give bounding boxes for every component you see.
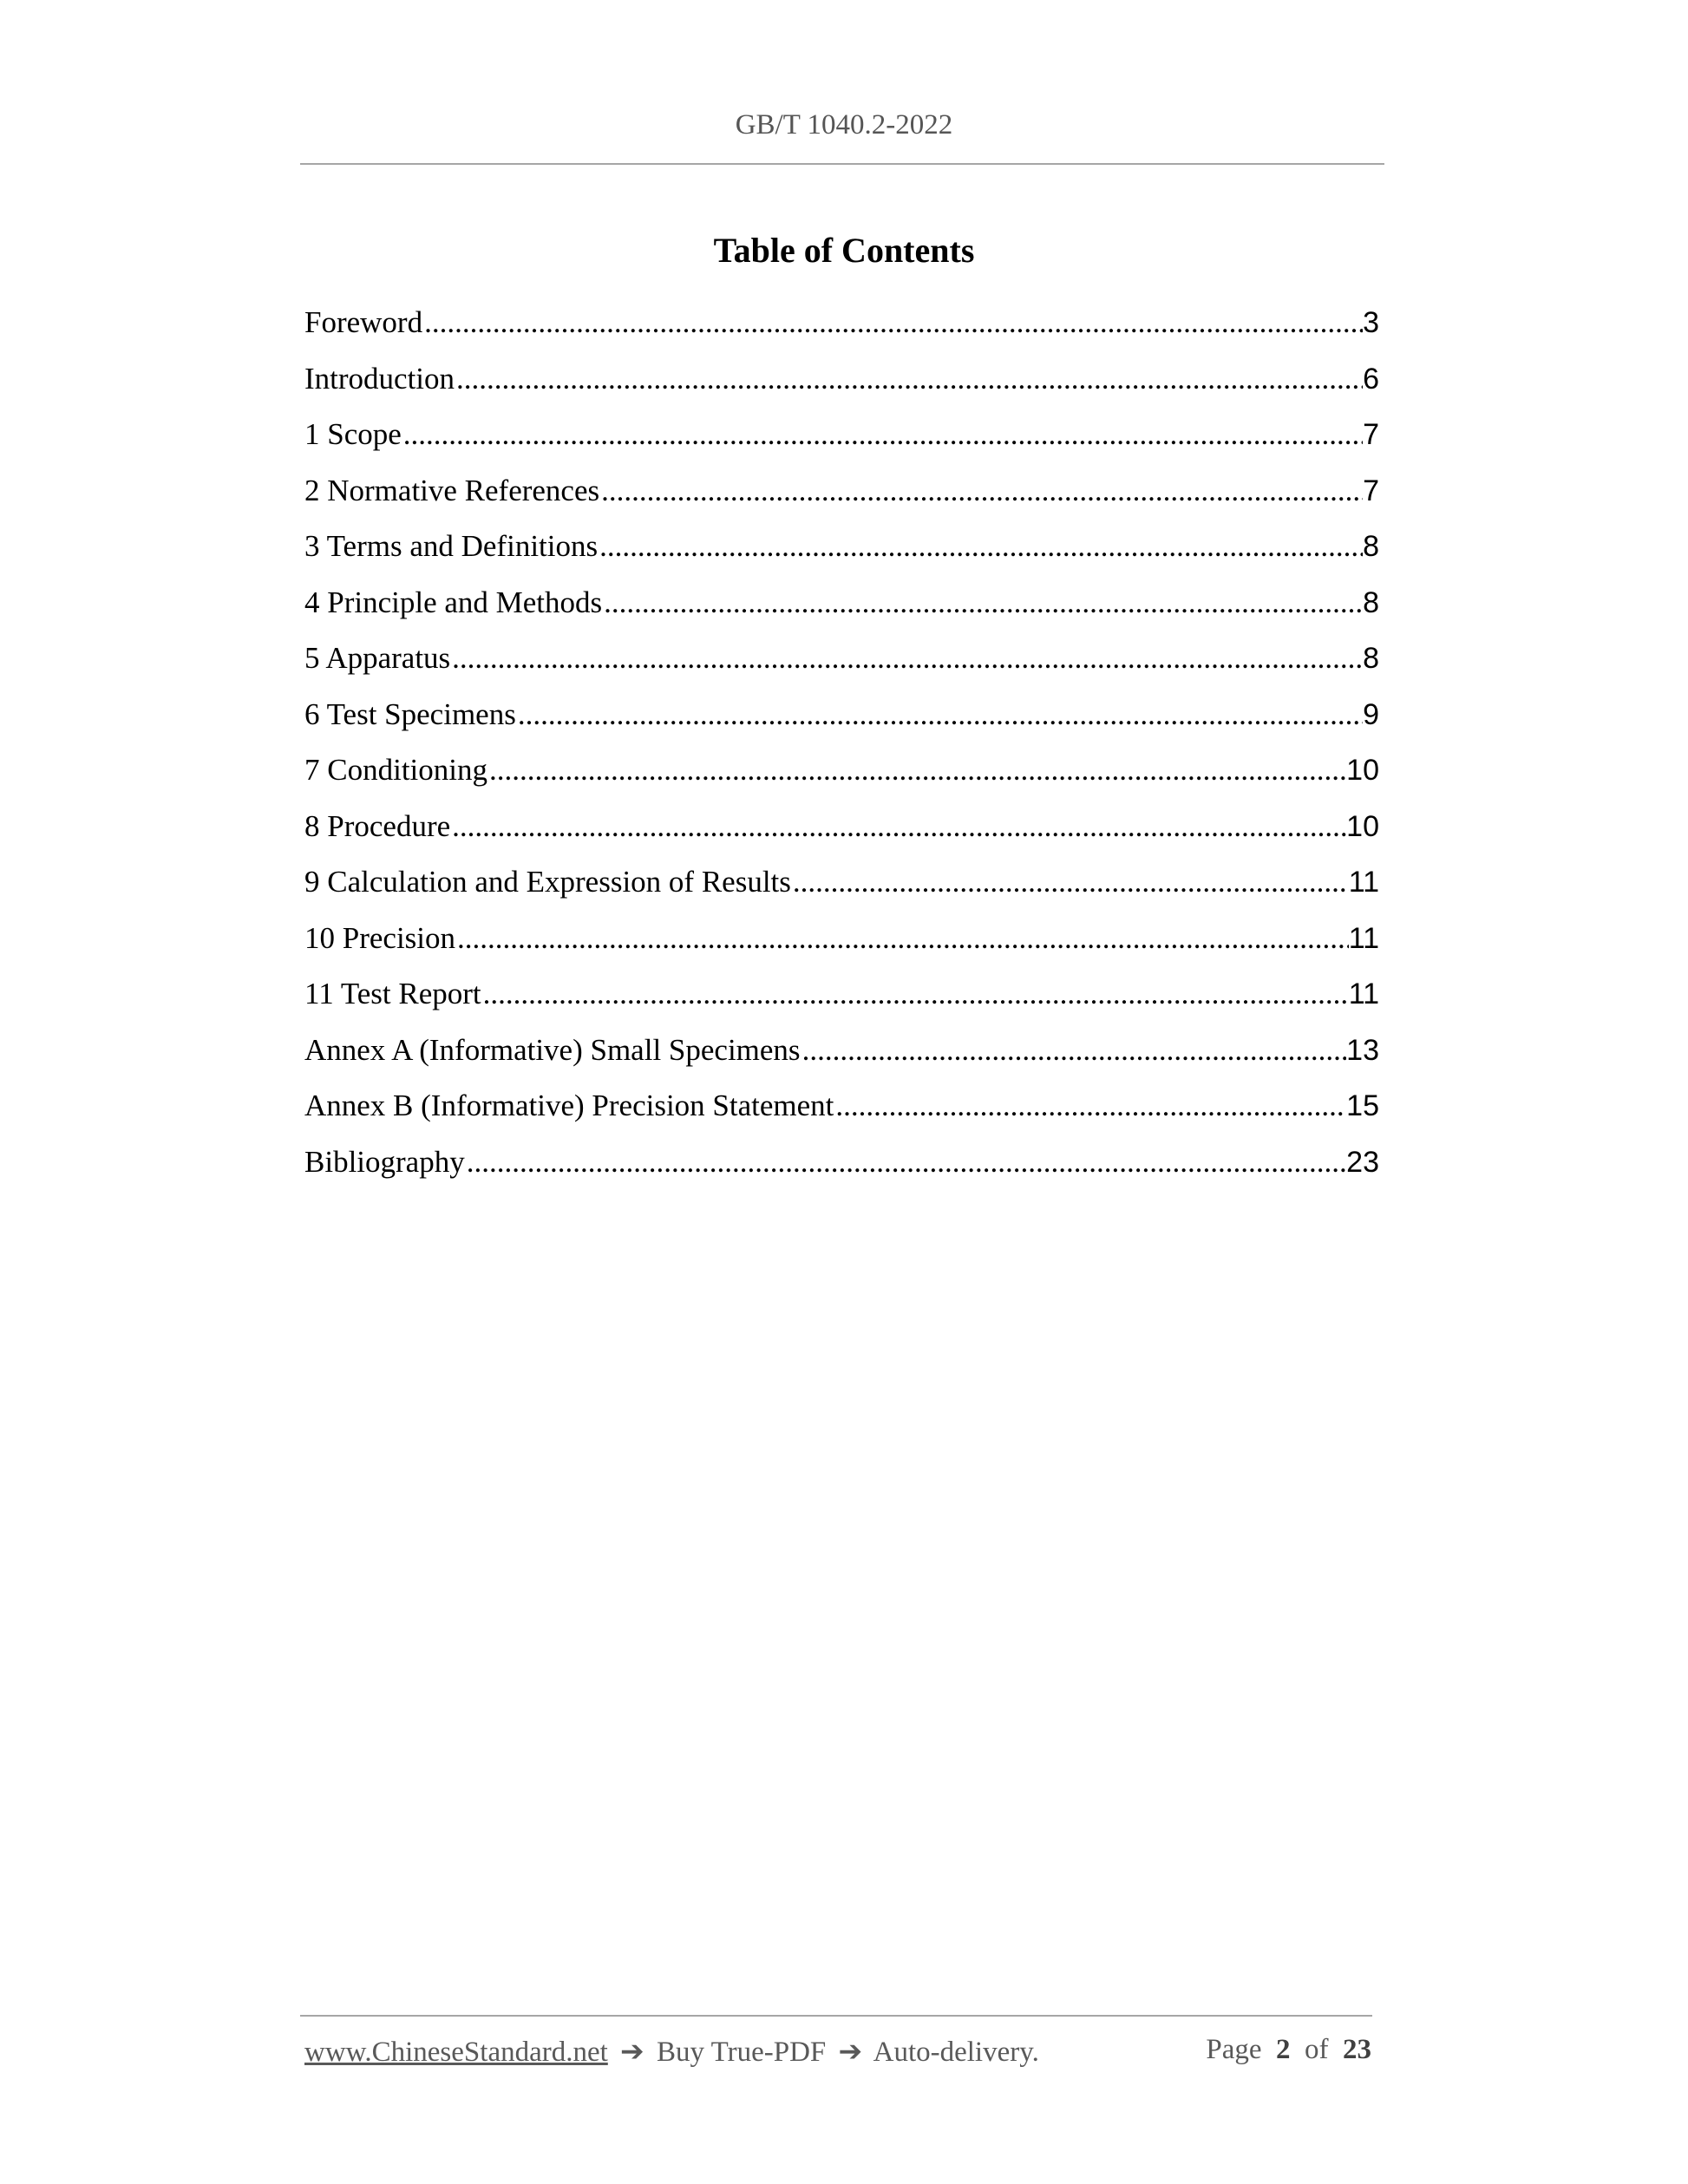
toc-entry-page: 23	[1346, 1145, 1379, 1179]
toc-entry[interactable]	[304, 753, 1379, 809]
toc-entry-label: Bibliography	[304, 1144, 465, 1179]
toc-dot-leader	[599, 474, 1363, 508]
toc-entry-label: 10 Precision	[304, 920, 456, 955]
toc-entry[interactable]	[304, 417, 1379, 474]
toc-entry-label: Annex B (Informative) Precision Statement	[304, 1089, 834, 1122]
toc-entry-label: 1 Scope	[304, 417, 402, 451]
toc-dot-leader	[450, 641, 1363, 676]
toc-entry[interactable]	[304, 529, 1379, 585]
toc-entry[interactable]	[304, 977, 1379, 1033]
toc-dot-leader	[834, 1089, 1346, 1123]
toc-dot-leader	[791, 865, 1349, 899]
toc-dot-leader	[481, 977, 1349, 1011]
toc-dot-leader	[450, 809, 1346, 844]
toc-entry-label: 6 Test Specimens	[304, 696, 516, 731]
toc-entry-label: 9 Calculation and Expression of Results	[304, 865, 791, 899]
toc-entry-label: 3 Terms and Definitions	[304, 529, 599, 563]
toc-entry-page: 11	[1348, 921, 1379, 955]
toc-entry[interactable]	[304, 697, 1379, 754]
of-word: of	[1305, 2034, 1329, 2065]
page-indicator	[1206, 2034, 1371, 2066]
page-total: 23	[1343, 2034, 1371, 2065]
toc-dot-leader	[455, 362, 1363, 396]
right-arrow-icon: ➔	[838, 2037, 863, 2068]
toc-entry-label: 2 Normative References	[304, 473, 600, 507]
running-header: GB/T 1040.2-2022	[735, 109, 953, 141]
toc-entry-label: 11 Test Report	[304, 977, 481, 1010]
toc-entry-page: 9	[1363, 697, 1379, 731]
toc-entry[interactable]	[304, 305, 1379, 362]
toc-entry-label: 8 Procedure	[304, 808, 451, 843]
page-current: 2	[1276, 2034, 1291, 2065]
toc-entry-label: 7 Conditioning	[304, 753, 487, 787]
toc-entry-label: 5 Apparatus	[304, 641, 451, 675]
toc-dot-leader	[422, 305, 1363, 340]
header-divider	[300, 163, 1384, 165]
toc-entry-page: 11	[1348, 978, 1379, 1010]
toc-entry-page: 7	[1363, 418, 1379, 451]
toc-dot-leader	[455, 921, 1349, 956]
toc-entry-page: 15	[1346, 1089, 1379, 1122]
toc-title: Table of Contents	[713, 231, 975, 270]
toc-entry-label: Introduction	[304, 361, 455, 396]
delivery-step-text: Auto-delivery.	[873, 2037, 1039, 2068]
toc-dot-leader	[801, 1033, 1347, 1068]
page-footer	[304, 2034, 1371, 2069]
toc-entry-page: 8	[1363, 642, 1379, 675]
toc-entry-page: 8	[1363, 585, 1379, 619]
toc-entry-page: 3	[1363, 306, 1379, 339]
toc-entry-page: 13	[1346, 1033, 1379, 1067]
toc-dot-leader	[598, 529, 1363, 564]
toc-entry[interactable]	[304, 585, 1379, 642]
toc-entry-page: 6	[1363, 362, 1379, 396]
toc-entry[interactable]	[304, 809, 1379, 866]
toc-entry-page: 8	[1363, 530, 1379, 563]
toc-entry[interactable]	[304, 1089, 1379, 1145]
toc-dot-leader	[402, 417, 1363, 452]
right-arrow-icon: ➔	[620, 2037, 644, 2068]
toc-entry[interactable]	[304, 921, 1379, 978]
toc-entry-page: 10	[1346, 809, 1379, 843]
buy-step-text: Buy True-PDF	[656, 2037, 827, 2068]
toc-entry[interactable]	[304, 362, 1379, 418]
toc-entry[interactable]	[304, 865, 1379, 921]
toc-entry-label: 4 Principle and Methods	[304, 585, 603, 619]
toc-dot-leader	[487, 753, 1346, 788]
toc-entry[interactable]	[304, 641, 1379, 697]
toc-entry-label: Annex A (Informative) Small Specimens	[304, 1032, 801, 1067]
toc-dot-leader	[516, 697, 1363, 732]
footer-divider	[300, 2015, 1372, 2017]
toc-entry[interactable]	[304, 474, 1379, 530]
toc-entry-page: 7	[1363, 474, 1379, 507]
toc-entry[interactable]	[304, 1033, 1379, 1089]
page-word: Page	[1206, 2034, 1262, 2065]
toc-entry-label: Foreword	[304, 305, 423, 339]
toc-dot-leader	[602, 585, 1363, 620]
toc-entry-page: 11	[1348, 866, 1379, 899]
toc-dot-leader	[465, 1145, 1346, 1180]
website-link[interactable]: www.ChineseStandard.net	[304, 2037, 608, 2068]
toc-entry-page: 10	[1346, 754, 1379, 787]
toc-list	[304, 305, 1379, 1200]
toc-entry[interactable]	[304, 1145, 1379, 1201]
